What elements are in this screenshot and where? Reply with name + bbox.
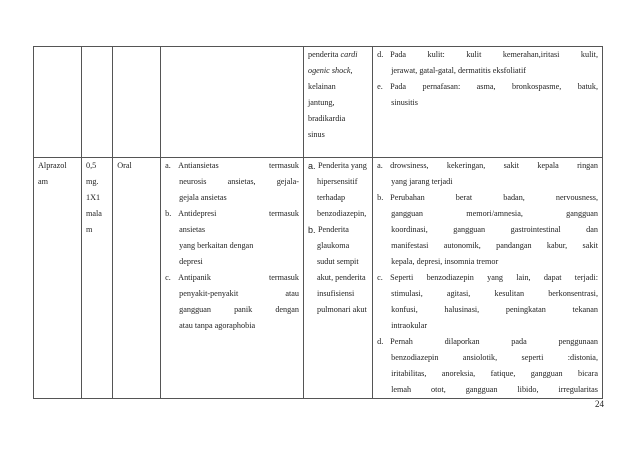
list-item: c. Antipanik termasuk xyxy=(165,273,299,282)
text-line: cardi xyxy=(340,50,358,59)
drug-name-cell xyxy=(34,47,82,158)
route-cell: Oral xyxy=(113,158,161,399)
contraindication-cell xyxy=(303,47,372,158)
indication-cell: a. Antiansietas termasuk neurosis ansietas, gejala- gejala ansietas b. Antidepresi termasuk ansietas yang berkaitan dengan depresi c. Antipanik termasuk penyakit-penyakit atau gangguan panik dengan atau tanpa agoraphobia xyxy=(161,158,304,399)
text-line: jantung, xyxy=(307,98,335,107)
side-effects-cell: d. Pada kulit: kulit kemerahan,iritasi kulit, jerawat, gatal-gatal, dermatitis eksfoliatif e. Pada pernafasan: asma, bronkospasme, batuk, sinusitis xyxy=(373,47,603,158)
indication-cell xyxy=(161,47,304,158)
page-number: 24 xyxy=(595,399,604,409)
list-item: a. Penderita yang xyxy=(307,161,367,171)
text-line: sinus xyxy=(307,130,325,139)
list-item: e. Pada pernafasan: asma, bronkospasme, batuk, xyxy=(377,82,598,91)
contraindication-cell: a. Penderita yang hipersensitif terhadap benzodiazepin, b. Penderita glaukoma sudut sempit akut, penderita insufisiensi pulmonari akut xyxy=(303,158,372,399)
drug-table xyxy=(33,46,603,399)
list-item: c. Seperti benzodiazepin yang lain, dapat terjadi: xyxy=(377,273,598,282)
list-item: d. Pernah dilaporkan pada penggunaan xyxy=(377,337,598,346)
list-item: b. Penderita xyxy=(307,225,349,235)
dose-cell xyxy=(81,47,112,158)
dose-cell: 0,5 mg. 1X1 mala m xyxy=(81,158,112,399)
text-line: bradikardia xyxy=(307,114,346,123)
table-row xyxy=(34,158,603,399)
text-line: penderita xyxy=(307,50,339,59)
list-item: b. Perubahan berat badan, nervousness, xyxy=(377,193,598,202)
list-item: a. drowsiness, kekeringan, sakit kepala ringan xyxy=(377,161,598,170)
list-item: b. Antidepresi termasuk xyxy=(165,209,299,218)
drug-name-cell: Alprazol am xyxy=(34,158,82,399)
table-row xyxy=(34,47,603,158)
text-line: kelainan xyxy=(307,82,336,91)
list-item: d. Pada kulit: kulit kemerahan,iritasi kulit, xyxy=(377,50,598,59)
list-item: a. Antiansietas termasuk xyxy=(165,161,299,170)
route-cell xyxy=(113,47,161,158)
side-effects-cell: a. drowsiness, kekeringan, sakit kepala ringan yang jarang terjadi b. Perubahan berat badan, nervousness, gangguan memori/amnesia, gangguan koordinasi, gangguan gastrointestinal dan manifestasi autonomik, pandangan kabur, sakit kepala, depresi, insomnia tremor c. Seperti benzodiazepin yang lain, dapat terjadi: stimulasi, agitasi, kesulitan berkonsentrasi, konfusi, halusinasi, peningkatan tekanan intraokular d. Pernah dilaporkan pada penggunaan benzodiazepin ansiolotik, seperti :distonia, iritabilitas, anoreksia, fatique, gangguan bicara lemah otot, gangguan libido, irregularitas xyxy=(373,158,603,399)
text-line: ogenic shock, xyxy=(307,66,353,75)
